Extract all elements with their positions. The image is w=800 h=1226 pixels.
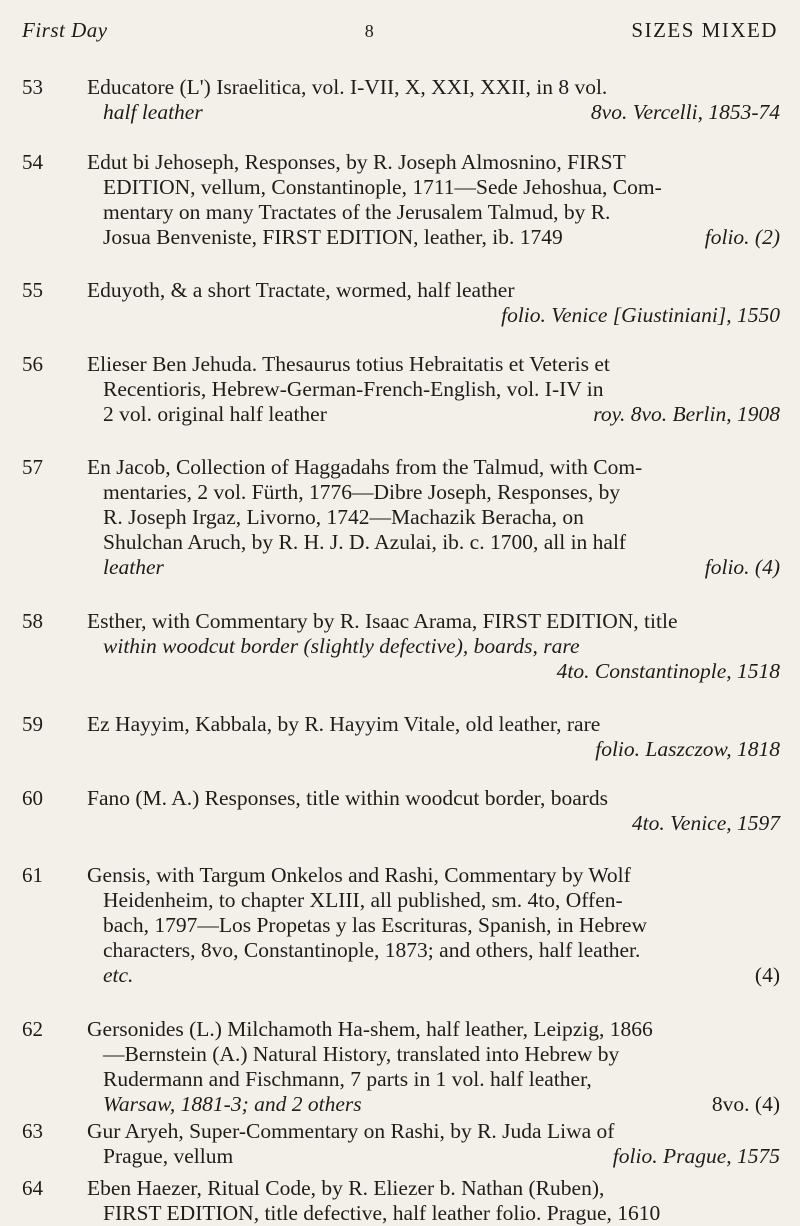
lot-line: Gur Aryeh, Super-Commentary on Rashi, by R. Juda Liwa of [87, 1119, 615, 1143]
lot-description [87, 712, 780, 762]
format-place-date: 4to. Constantinople, 1518 [556, 659, 780, 683]
format-count: folio. (2) [704, 225, 780, 249]
lot-description [87, 1176, 780, 1226]
lot-line-last [87, 303, 780, 328]
format-place-date: 8vo. Vercelli, 1853-74 [590, 100, 780, 124]
lot-line-text: Warsaw, 1881-3; and 2 others [103, 1092, 362, 1116]
lot-line: Fano (M. A.) Responses, title within woodcut border, boards [87, 786, 609, 810]
format-place-date: 4to. Venice, 1597 [631, 811, 780, 835]
lot-line-text: etc. [103, 963, 134, 987]
lot-line-last [87, 555, 780, 580]
lot-entry [22, 863, 780, 988]
lot-line: characters, 8vo, Constantinople, 1873; and others, half leather. [103, 938, 641, 962]
lot-line: Shulchan Aruch, by R. H. J. D. Azulai, ib. c. 1700, all in half [103, 530, 627, 554]
lot-line: Educatore (L') Israelitica, vol. I-VII, X, XXI, XXII, in 8 vol. [87, 75, 608, 99]
format-place-date: roy. 8vo. Berlin, 1908 [593, 402, 780, 426]
lot-line-text: Josua Benveniste, FIRST EDITION, leather, ib. 1749 [103, 225, 563, 249]
lot-line: Eben Haezer, Ritual Code, by R. Eliezer b. Nathan (Ruben), [87, 1176, 605, 1200]
format-place-date: folio. Prague, 1575 [612, 1144, 780, 1168]
lot-description [87, 75, 780, 125]
binding-text: half leather [103, 100, 203, 124]
lot-number: 55 [22, 278, 43, 302]
lot-line: R. Joseph Irgaz, Livorno, 1742—Machazik Beracha, on [103, 505, 584, 529]
format-count: 8vo. (4) [711, 1092, 780, 1116]
lot-entry [22, 455, 780, 580]
lot-number: 63 [22, 1119, 43, 1143]
lot-line: Gersonides (L.) Milchamoth Ha-shem, half leather, Leipzig, 1866 [87, 1017, 653, 1041]
lot-line: mentaries, 2 vol. Fürth, 1776—Dibre Joseph, Responses, by [103, 480, 621, 504]
lot-number: 57 [22, 455, 43, 479]
lot-line-last [87, 811, 780, 836]
day-heading: First Day [22, 18, 108, 42]
lot-line: Esther, with Commentary by R. Isaac Arama, FIRST EDITION, title [87, 609, 678, 633]
lot-line: Heidenheim, to chapter XLIII, all published, sm. 4to, Offen- [103, 888, 623, 912]
lot-line-text: 2 vol. original half leather [103, 402, 327, 426]
lot-line: Eduyoth, & a short Tractate, wormed, half leather [87, 278, 515, 302]
lot-number: 61 [22, 863, 43, 887]
binding-text: leather [103, 555, 164, 579]
lot-entry [22, 786, 780, 836]
lot-entry [22, 278, 780, 328]
lot-count: (4) [754, 963, 780, 987]
lot-number: 60 [22, 786, 43, 810]
lot-line: Ez Hayyim, Kabbala, by R. Hayyim Vitale, old leather, rare [87, 712, 601, 736]
lot-description [87, 150, 780, 250]
lot-description [87, 352, 780, 427]
lot-entry [22, 150, 780, 250]
lot-description [87, 863, 780, 988]
lot-line-last [87, 402, 780, 427]
lot-line: Elieser Ben Jehuda. Thesaurus totius Hebraitatis et Veteris et [87, 352, 610, 376]
lot-description [87, 786, 780, 836]
lot-entry [22, 1176, 780, 1226]
lot-line: FIRST EDITION, title defective, half leather folio. Prague, 1610 [103, 1201, 661, 1225]
lot-number: 53 [22, 75, 43, 99]
lot-number: 59 [22, 712, 43, 736]
lot-description [87, 1119, 780, 1169]
lot-description [87, 1017, 780, 1117]
lot-entry [22, 1119, 780, 1169]
lot-line-last [87, 659, 780, 684]
lot-number: 58 [22, 609, 43, 633]
lot-line-last [87, 1144, 780, 1169]
lot-line: mentary on many Tractates of the Jerusalem Talmud, by R. [103, 200, 611, 224]
lot-number: 54 [22, 150, 43, 174]
lot-entry [22, 352, 780, 427]
page-header [22, 18, 778, 43]
format-count: folio. (4) [704, 555, 780, 579]
lot-line: Recentioris, Hebrew-German-French-English, vol. I-IV in [103, 377, 604, 401]
lot-line: Gensis, with Targum Onkelos and Rashi, Commentary by Wolf [87, 863, 631, 887]
lot-description [87, 455, 780, 580]
lot-line: bach, 1797—Los Propetas y las Escrituras, Spanish, in Hebrew [103, 913, 647, 937]
lot-line-last [87, 1092, 780, 1117]
lot-line: Rudermann and Fischmann, 7 parts in 1 vol. half leather, [103, 1067, 592, 1091]
lot-entry [22, 712, 780, 762]
lot-line: En Jacob, Collection of Haggadahs from the Talmud, with Com- [87, 455, 643, 479]
lot-line-last [87, 225, 780, 250]
lot-number: 64 [22, 1176, 43, 1200]
lot-line: Edut bi Jehoseph, Responses, by R. Joseph Almosnino, FIRST [87, 150, 626, 174]
format-place-date: folio. Venice [Giustiniani], 1550 [501, 303, 780, 327]
format-place-date: folio. Laszczow, 1818 [595, 737, 780, 761]
lot-line: EDITION, vellum, Constantinople, 1711—Sede Jehoshua, Com- [103, 175, 662, 199]
lot-description [87, 609, 780, 684]
lot-line-last [87, 737, 780, 762]
lot-line-last [87, 963, 780, 988]
lot-line: within woodcut border (slightly defective), boards, rare [103, 634, 580, 658]
page-number: 8 [364, 21, 375, 41]
section-heading: SIZES MIXED [631, 18, 778, 42]
lot-entry [22, 609, 780, 684]
lot-line-last [87, 100, 780, 125]
lot-entry [22, 75, 780, 125]
lot-description [87, 278, 780, 328]
lot-number: 62 [22, 1017, 43, 1041]
lot-line-text: Prague, vellum [103, 1144, 234, 1168]
lot-line: —Bernstein (A.) Natural History, translated into Hebrew by [103, 1042, 620, 1066]
lot-entry [22, 1017, 780, 1117]
lot-number: 56 [22, 352, 43, 376]
